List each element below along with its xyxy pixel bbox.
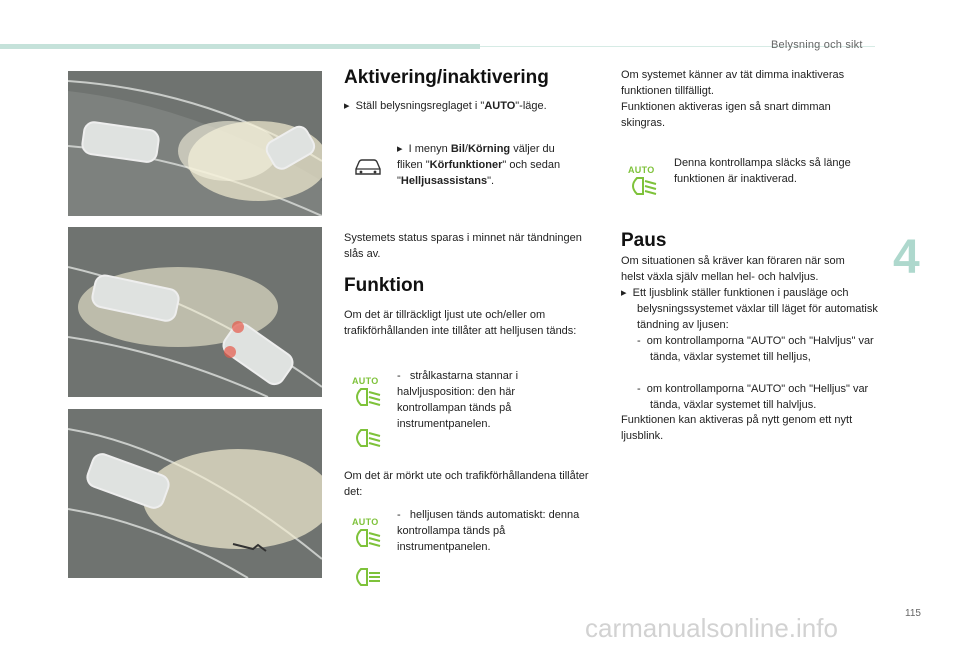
dark-item-1: - helljusen tänds automatiskt: denna kontrollampa tänds på instrumentpanelen. xyxy=(397,509,580,553)
auto-lamp-off xyxy=(628,165,660,202)
pause-intro: Om situationen så kräver kan föraren när som helst växla själv mellan hel- och halvljus. xyxy=(621,255,845,283)
header-band xyxy=(0,44,480,49)
illustration-road-3 xyxy=(68,409,322,578)
heading-function: Funktion xyxy=(344,275,425,296)
step-auto-mode: ▸ Ställ belysningsreglaget i "AUTO"-läge. xyxy=(344,100,547,112)
step-menu: ▸ I menyn Bil/Körning väljer du fliken "Körfunktioner" och sedan "Helljusassistans". xyxy=(397,143,561,187)
auto-lowbeam-lamp xyxy=(352,376,384,413)
road-scene-2 xyxy=(68,227,322,397)
auto-label: AUTO xyxy=(628,165,655,175)
low-beam-icon xyxy=(628,175,660,197)
function-intro: Om det är tillräckligt ljust ute och/eller om trafikförhållanden inte tillåter att helljusen tänds: xyxy=(344,309,577,337)
arrow-icon: ▸ xyxy=(397,143,403,155)
illustration-road-2 xyxy=(68,227,322,397)
illustration-road-1 xyxy=(68,71,322,216)
road-scene-3 xyxy=(68,409,322,578)
pause-end: Funktionen kan aktiveras på nytt genom ett nytt ljusblink. xyxy=(621,414,853,442)
low-beam-icon xyxy=(352,386,384,408)
road-scene-1 xyxy=(68,71,322,216)
chapter-number: 4 xyxy=(893,231,920,284)
arrow-icon: ▸ xyxy=(344,100,350,112)
heading-pause: Paus xyxy=(621,230,667,251)
pause-sub-2: - om kontrollamporna "AUTO" och "Helljus" var tända, växlar systemet till halvljus. xyxy=(637,383,869,411)
auto-highbeam-lamp xyxy=(352,517,384,554)
watermark: carmanualsonline.info xyxy=(585,613,838,643)
auto-label: AUTO xyxy=(352,376,379,386)
pause-sub-1: - om kontrollamporna "AUTO" och "Halvljus" var tända, växlar systemet till helljus, xyxy=(637,335,874,363)
high-beam-icon xyxy=(352,566,384,588)
fog-text: Om systemet känner av tät dimma inaktiveras funktionen tillfälligt. xyxy=(621,69,845,97)
pause-item: ▸ Ett ljusblink ställer funktionen i pausläge och belysningssystemet växlar till läget för automatisk tändning av ljusen: xyxy=(621,287,878,331)
lamp-off-text: Denna kontrollampa släcks så länge funktionen är inaktiverad. xyxy=(674,157,851,185)
page-number: 115 xyxy=(905,608,921,619)
auto-label: AUTO xyxy=(352,517,379,527)
function-item-1: - strålkastarna stannar i halvljusposition: den här kontrollampan tänds på instrumentpanelen. xyxy=(397,370,519,430)
low-beam-icon xyxy=(352,527,384,549)
arrow-icon: ▸ xyxy=(621,287,627,299)
status-text: Systemets status sparas i minnet när tändningen slås av. xyxy=(344,232,582,260)
fog-text-2: Funktionen aktiveras igen så snart dimman skingras. xyxy=(621,101,831,129)
dark-intro: Om det är mörkt ute och trafikförhållandena tillåter det: xyxy=(344,470,589,498)
car-settings-icon xyxy=(353,155,383,177)
section-title: Belysning och sikt xyxy=(771,39,863,51)
low-beam-icon xyxy=(352,427,384,449)
heading-activation: Aktivering/inaktivering xyxy=(344,67,549,88)
